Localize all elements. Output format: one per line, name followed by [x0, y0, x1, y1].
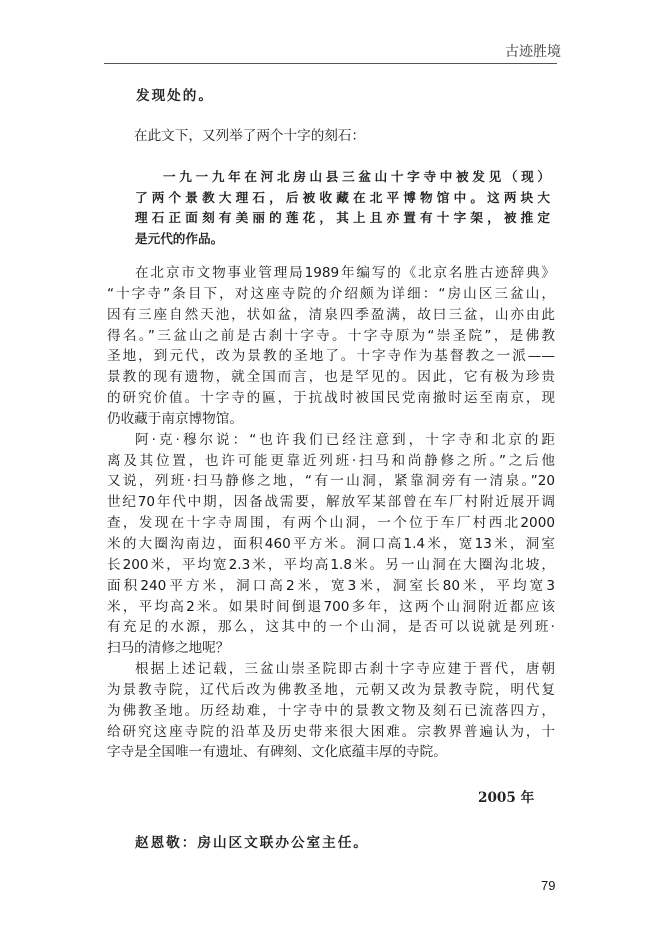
- quote-line: 是元代的作品。: [135, 231, 224, 247]
- paragraph-line: 景教的现有遗物，就全国而言，也是罕见的。因此，它有极为珍贵: [107, 369, 555, 386]
- paragraph-line: 查，发现在十字寺周围，有两个山洞，一个位于车厂村西北2000: [107, 515, 555, 532]
- quote-block: [135, 167, 550, 250]
- body-text: [107, 263, 555, 763]
- paragraph-line: 面积240平方米，洞口高2米，宽3米，洞室长80米，平均宽3: [107, 577, 555, 594]
- date-line: 2005 年: [478, 790, 535, 806]
- paragraph-line: 给研究这座寺院的沿革及历史带来很大困难。宗教界普遍认为，十: [107, 723, 555, 740]
- paragraph-line: 在北京市文物事业管理局1989年编写的《北京名胜古迹辞典》: [135, 265, 555, 281]
- paragraph-line: 长200米，平均宽2.3米，平均高1.8米。另一山洞在大圈沟北坡，: [107, 556, 555, 573]
- paragraph-line: 有充足的水源，那么，这其中的一个山洞，是否可以说就是列班·: [107, 619, 555, 636]
- paragraph-line: 阿·克·穆尔说：“也许我们已经注意到，十字寺和北京的距: [135, 431, 555, 448]
- running-header: 古迹胜境: [505, 44, 561, 60]
- paragraph-line: 根据上述记载，三盆山崇圣院即古刹十字寺应建于晋代，唐朝: [135, 661, 555, 678]
- page-number: 79: [541, 878, 556, 893]
- paragraph-line: 因有三座自然天池，状如盆，清泉四季盈满，故曰三盆，山亦由此: [107, 306, 555, 323]
- author-note: 赵恩敬：房山区文联办公室主任。: [135, 835, 369, 851]
- paragraph-line: 扫马的清修之地呢？: [107, 640, 230, 657]
- paragraph-line: 为景教寺院，辽代后改为佛教圣地，元朝又改为景教寺院，明代复: [107, 681, 555, 698]
- paragraph-line: 圣地，到元代，改为景教的圣地了。十字寺作为基督教之一派——: [107, 348, 555, 365]
- paragraph-line: 仍收藏于南京博物馆。: [107, 410, 243, 427]
- paragraph-line: “十字寺”条目下，对这座寺院的介绍颇为详细：“房山区三盆山，: [107, 285, 555, 302]
- intro-text: 在此文下，又列举了两个十字的刻石：: [134, 128, 366, 144]
- paragraph-line: 的研究价值。十字寺的匾，于抗战时被国民党南撤时运至南京，现: [107, 390, 555, 407]
- paragraph-line: 世纪70年代中期，因备战需要，解放军某部曾在车厂村附近展开调: [107, 494, 555, 511]
- quote-line: 理石正面刻有美丽的莲花，其上且亦置有十字架，被推定: [135, 210, 550, 226]
- quote-line: 一九一九年在河北房山县三盆山十字寺中被发见（现）: [163, 169, 550, 184]
- header-rule: [104, 63, 557, 64]
- paragraph-line: 米的大圈沟南边，面积460平方米。洞口高1.4米，宽13米，洞室: [107, 535, 555, 552]
- paragraph-line: 为佛教圣地。历经劫难，十字寺中的景教文物及刻石已流落四方，: [107, 702, 555, 719]
- paragraph-line: 又说，列班·扫马静修之地，“有一山洞，紧靠洞旁有一清泉。”20: [107, 473, 555, 490]
- quote-line: 了两个景教大理石，后被收藏在北平博物馆中。这两块大: [135, 189, 550, 205]
- paragraph-line: 离及其位置，也许可能更靠近列班·扫马和尚静修之所。”之后他: [107, 452, 555, 469]
- top-fragment: 发现处的。: [136, 88, 214, 104]
- paragraph-line: 得名。”三盆山之前是古刹十字寺。十字寺原为“崇圣院”，是佛教: [107, 327, 555, 344]
- paragraph-line: 字寺是全国唯一有遗址、有碑刻、文化底蕴丰厚的寺院。: [107, 744, 447, 761]
- paragraph-line: 米，平均高2米。如果时间倒退700多年，这两个山洞附近都应该: [107, 598, 555, 615]
